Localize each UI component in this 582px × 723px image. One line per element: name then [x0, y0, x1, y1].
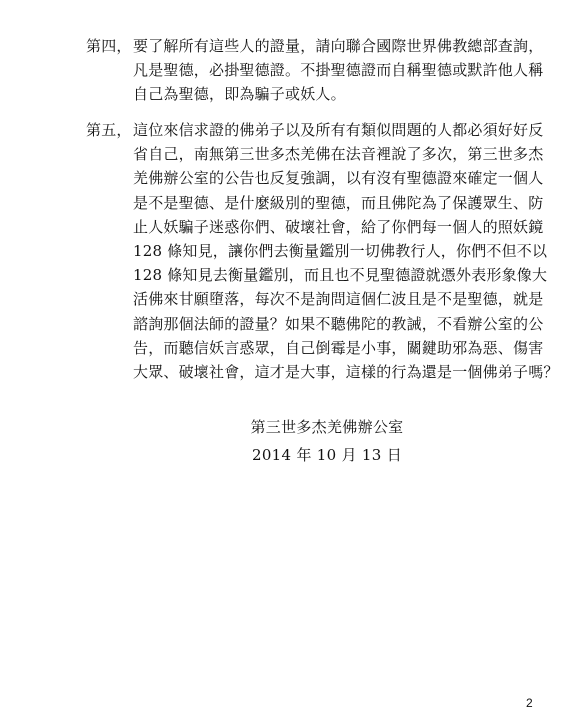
signature-office: 第三世多杰羌佛辦公室 — [250, 418, 404, 436]
paragraph-line: 128 條知見，讓你們去衡量鑑別一切佛教行人，你們不但不以 — [133, 242, 548, 261]
paragraph-line: 諮詢那個法師的證量？如果不聽佛陀的教誡，不看辦公室的公 — [133, 314, 544, 333]
paragraph-line: 大眾、破壞社會，這才是大事，這樣的行為還是一個佛弟子嗎？ — [133, 363, 559, 382]
paragraph-line: 羌佛辦公室的公告也反复強調，以有沒有聖德證來確定一個人 — [133, 169, 544, 188]
page-number: 2 — [526, 696, 533, 710]
paragraph-line: 活佛來甘願墮落，每次不是詢問這個仁波且是不是聖德，就是 — [133, 290, 544, 309]
paragraph-line: 128 條知見去衡量鑑別，而且也不見聖德證就憑外表形象像大 — [133, 266, 548, 285]
paragraph-line — [86, 118, 548, 142]
paragraph-line: 自己為聖德，即為騙子或妖人。 — [133, 85, 346, 104]
paragraph-label: 第五， — [86, 121, 132, 139]
paragraph-fifth — [86, 118, 559, 384]
paragraph-line: 凡是聖德，必掛聖德證。不掛聖德證而自稱聖德或默許他人稱 — [133, 61, 544, 80]
paragraph-label: 第四， — [86, 37, 132, 55]
paragraph-line — [86, 34, 548, 58]
paragraph-line: 省自己，南無第三世多杰羌佛在法音裡說了多次，第三世多杰 — [133, 145, 544, 164]
paragraph-line: 告，而聽信妖言惑眾，自己倒霉是小事，關鍵助邪為惡、傷害 — [133, 338, 544, 357]
paragraph-text: 這位來信求證的佛弟子以及所有有類似問題的人都必須好好反 — [133, 121, 544, 139]
paragraph-fourth — [86, 34, 548, 107]
paragraph-text: 要了解所有這些人的證量，請向聯合國際世界佛教總部查詢， — [133, 37, 544, 55]
paragraph-line: 止人妖騙子迷惑你們、破壞社會，給了你們每一個人的照妖鏡 — [133, 217, 544, 236]
signature-date: 2014 年 10 月 13 日 — [252, 446, 402, 464]
paragraph-line: 是不是聖德、是什麼級別的聖德，而且佛陀為了保護眾生、防 — [133, 193, 544, 212]
